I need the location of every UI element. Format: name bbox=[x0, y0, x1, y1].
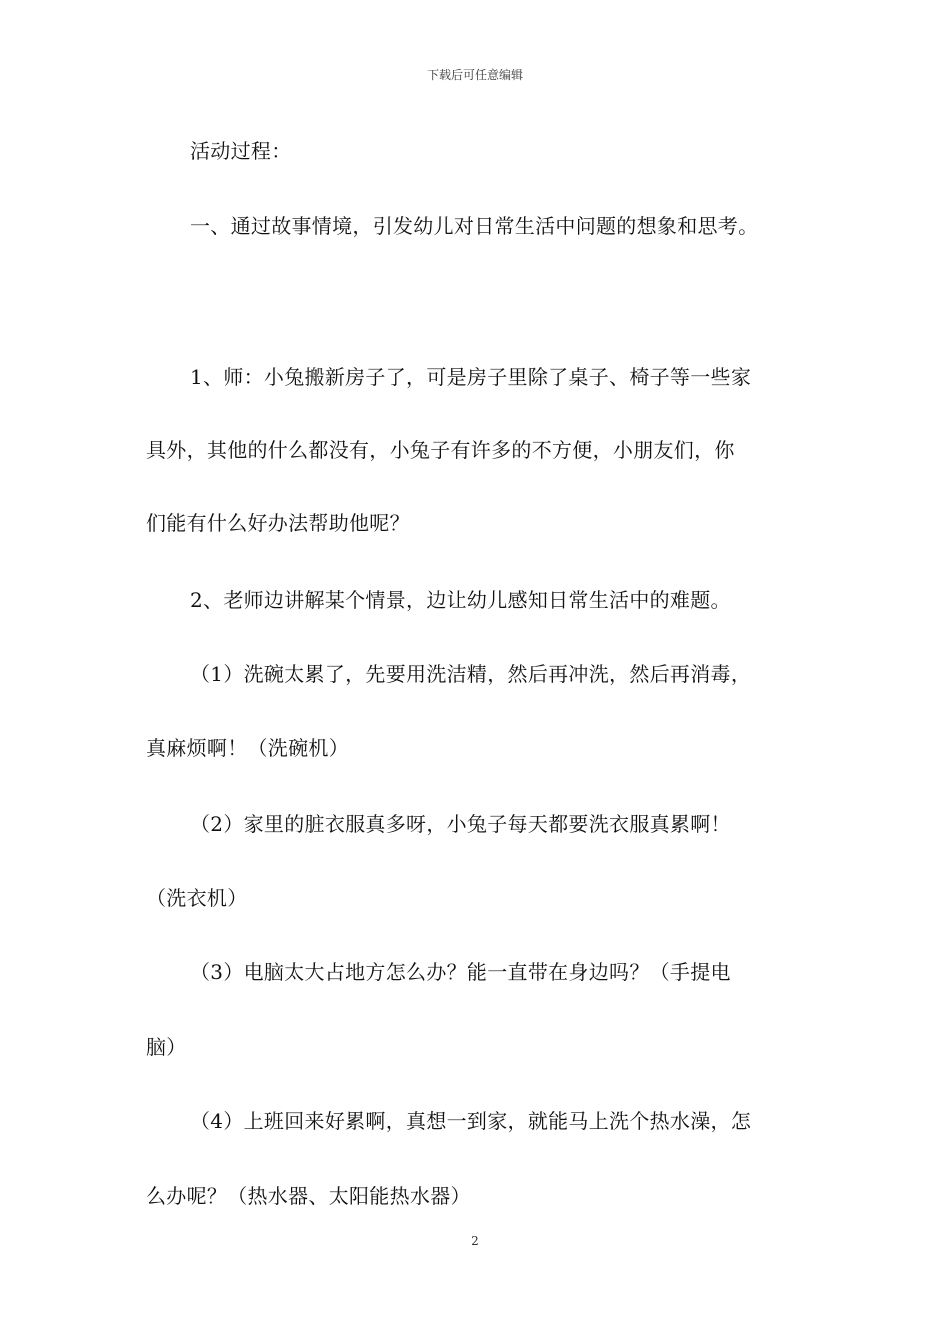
paragraph-line: 脑） bbox=[146, 1035, 187, 1059]
paragraph-line: （1）洗碗太累了，先要用洗洁精，然后再冲洗，然后再消毒， bbox=[190, 662, 752, 686]
paragraph-line: 真麻烦啊！（洗碗机） bbox=[146, 736, 349, 760]
paragraph-line: （洗衣机） bbox=[146, 886, 248, 910]
paragraph-line: （3）电脑太大占地方怎么办？能一直带在身边吗？（手提电 bbox=[190, 960, 731, 984]
paragraph-line: （2）家里的脏衣服真多呀，小兔子每天都要洗衣服真累啊！ bbox=[190, 812, 731, 836]
paragraph-line: 么办呢？（热水器、太阳能热水器） bbox=[146, 1184, 471, 1208]
paragraph-line: 2、老师边讲解某个情景，边让幼儿感知日常生活中的难题。 bbox=[190, 588, 731, 612]
paragraph-line: 1、师：小兔搬新房子了，可是房子里除了桌子、椅子等一些家 bbox=[190, 365, 752, 389]
section-heading: 活动过程： bbox=[190, 139, 292, 163]
paragraph-line: （4）上班回来好累啊，真想一到家，就能马上洗个热水澡，怎 bbox=[190, 1109, 752, 1133]
paragraph-line: 具外，其他的什么都没有，小兔子有许多的不方便，小朋友们，你 bbox=[146, 438, 735, 462]
paragraph-line: 们能有什么好办法帮助他呢？ bbox=[146, 511, 410, 535]
step-one-heading: 一、通过故事情境，引发幼儿对日常生活中问题的想象和思考。 bbox=[190, 214, 759, 238]
page-number: 2 bbox=[471, 1234, 479, 1248]
page-header: 下载后可任意编辑 bbox=[426, 68, 523, 82]
